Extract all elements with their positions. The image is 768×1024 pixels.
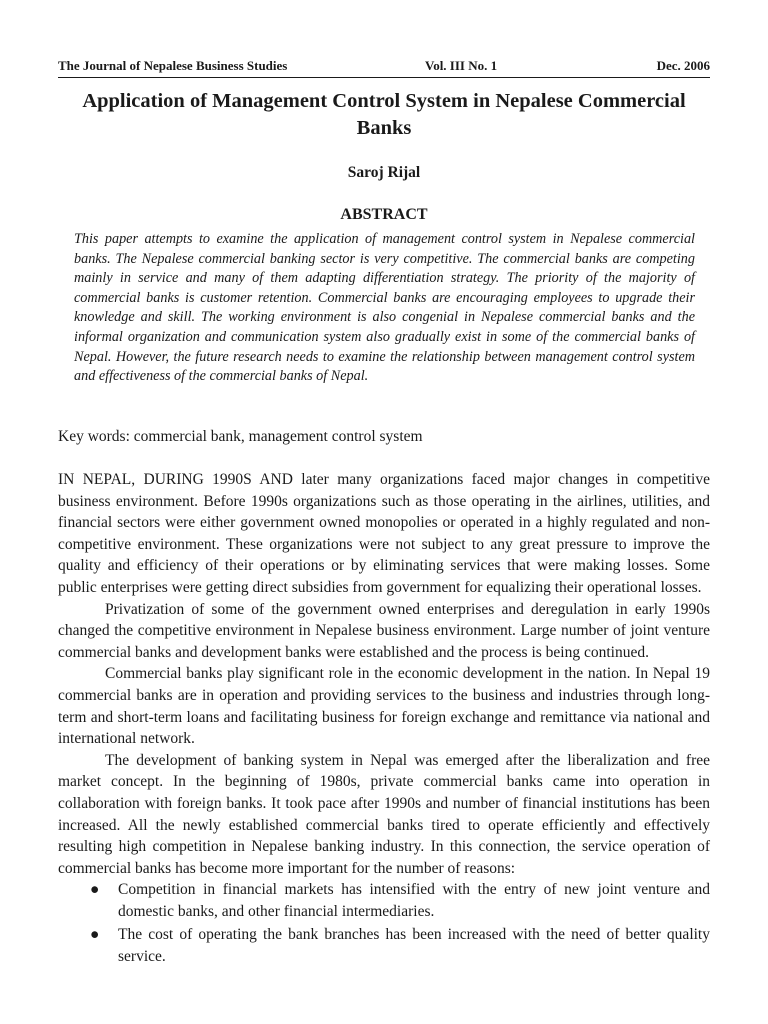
header-rule — [58, 77, 710, 78]
paragraph-1: IN NEPAL, DURING 1990S AND later many organizations faced major changes in competitive business environment. Before 1990s organizations such as those operating in the airlines, utilities, and financial sectors were either government owned monopolies or operated in a highly regulated and non-competitive environment. These organizations were not subject to any great pressure to improve the quality and efficiency of their operations or by eliminating services that were making losses. Some public enterprises were getting direct subsidies from government for equalizing their operational losses. — [58, 471, 710, 596]
author-name: Saroj Rijal — [347, 164, 421, 181]
abstract-heading: ABSTRACT — [340, 206, 428, 223]
list-item — [58, 924, 710, 967]
volume-issue: Vol. III No. 1 — [425, 58, 498, 73]
paragraph-3: Commercial banks play significant role in the economic development in the nation. In Nepal 19 commercial banks are in operation and providing services to the business and industries through long-term and short-term loans and facilitating business for foreign exchange and remittance via national and international network. — [58, 665, 710, 748]
body-text — [58, 469, 710, 970]
running-header — [58, 57, 710, 75]
keywords: Key words: commercial bank, management control system — [58, 428, 423, 445]
bullet-icon: ● — [90, 926, 100, 944]
issue-date: Dec. 2006 — [656, 58, 710, 73]
abstract-text: This paper attempts to examine the application of management control system in Nepalese commercial banks. The Nepalese commercial banking sector is very competitive. The commercial banks are competing mainly in service and many of them adapting differentiation strategy. The priority of the majority of commercial banks is customer retention. Commercial banks are encouraging employees to upgrade their knowledge and skill. The working environment is also congenial in Nepalese commercial banks and the informal organization and communication system also gradually exist in some of the commercial banks of Nepal. However, the future research needs to examine the relationship between management control system and effectiveness of the commercial banks of Nepal. — [74, 231, 695, 385]
paragraph-2: Privatization of some of the government owned enterprises and deregulation in early 1990s changed the competitive environment in Nepalese business environment. Large number of joint venture commercial banks and development banks were established and the process is being continued. — [58, 600, 710, 661]
paragraph-4: The development of banking system in Nepal was emerged after the liberalization and free market concept. In the beginning of 1980s, private commercial banks came into operation in collaboration with foreign banks. It took pace after 1990s and number of financial institutions has been increased. All the newly established commercial banks tired to operate efficiently and effectively resulting high competition in Nepalese banking industry. In this connection, the service operation of commercial banks has become more important for the number of reasons: — [58, 751, 710, 877]
paper-title: Application of Management Control System in Nepalese Commercial Banks — [82, 90, 686, 139]
bullet-text: Competition in financial markets has intensified with the entry of new joint venture and domestic banks, and other financial intermediaries. — [118, 881, 710, 920]
journal-name: The Journal of Nepalese Business Studies — [58, 58, 288, 73]
bullet-icon: ● — [90, 881, 100, 899]
list-item — [58, 879, 710, 922]
bullet-list — [58, 879, 710, 967]
bullet-text: The cost of operating the bank branches has been increased with the need of better quality service. — [118, 926, 710, 966]
